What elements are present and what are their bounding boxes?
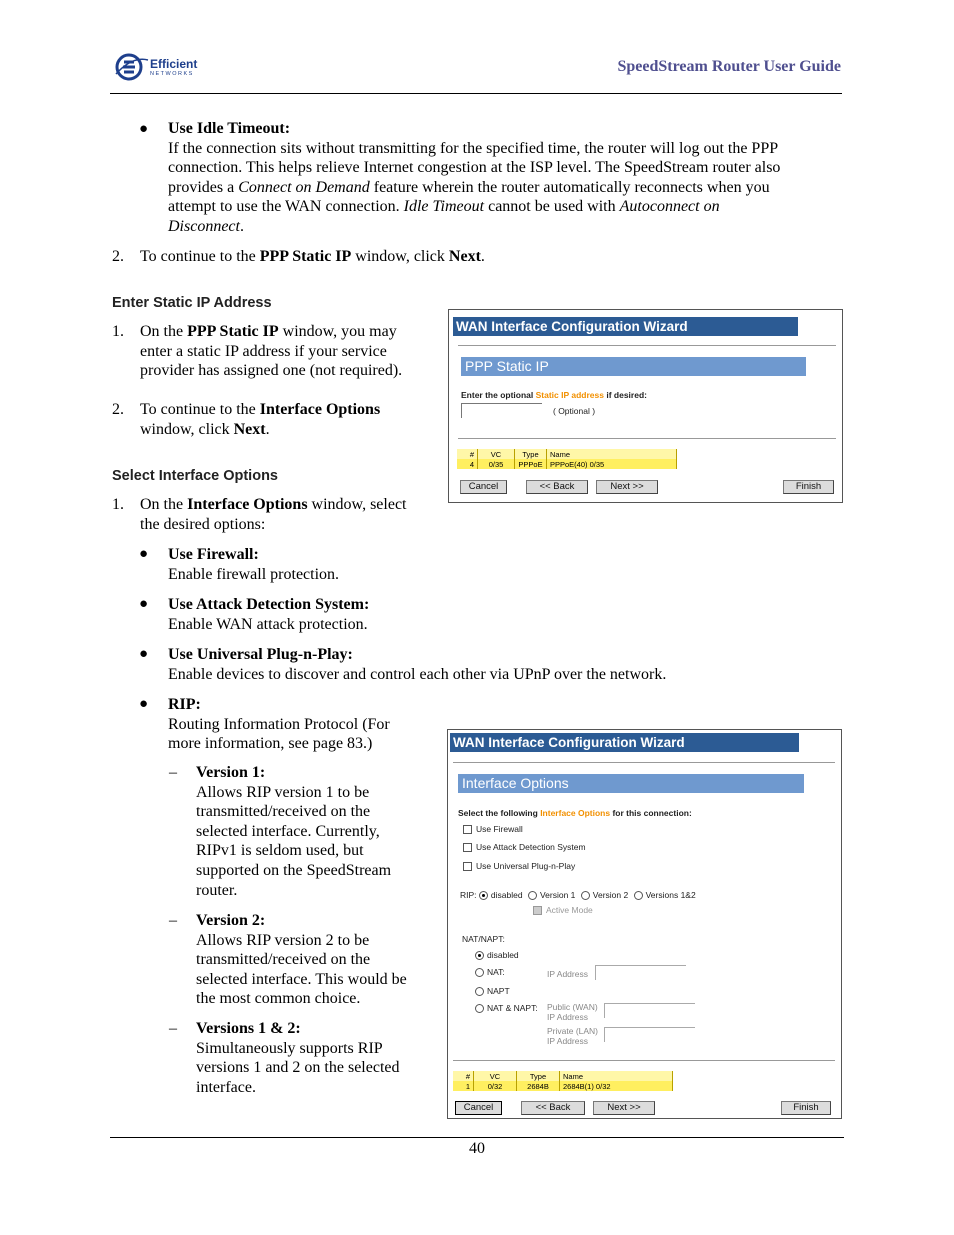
firewall-checkbox[interactable]: Use Firewall (463, 824, 523, 834)
radio-nat-napt[interactable]: NAT & NAPT: (475, 1003, 538, 1013)
radio-icon[interactable] (475, 968, 484, 977)
radio-napt[interactable]: NAPT (475, 986, 510, 996)
rip-versions-1-2: Versions 1 & 2: Simultaneously supports RIP versions 1 and 2 on the selected interface. (196, 1020, 400, 1096)
next-button[interactable]: Next >> (596, 480, 658, 494)
nat-ip-label: IP Address (547, 969, 588, 979)
table-row[interactable]: 1 0/32 2684B 2684B(1) 0/32 (453, 1081, 673, 1091)
checkbox-icon[interactable] (463, 843, 472, 852)
step-text: On the Interface Options window, select the desired options: (140, 496, 407, 533)
static-ip-input[interactable] (461, 403, 542, 418)
rip-bullet: RIP: Routing Information Protocol (For more information, see page 83.) (168, 696, 390, 753)
bullet-icon: ● (139, 596, 149, 612)
private-lan-label: Private (LAN) IP Address (547, 1026, 599, 1046)
step-text: To continue to the PPP Static IP window, click Next. (140, 248, 485, 265)
dash-bullet: – (169, 1020, 177, 1037)
idle-timeout-bullet (168, 119, 848, 237)
dash-bullet: – (169, 912, 177, 929)
optional-label: ( Optional ) (553, 406, 596, 416)
public-ip-input[interactable] (604, 1003, 695, 1018)
rip-version-2: Version 2: Allows RIP version 2 to be transmitted/received on the selected interface. This would be the most common choice. (196, 912, 407, 1008)
firewall-bullet: Use Firewall: Enable firewall protection. (168, 546, 340, 583)
checkbox-icon[interactable] (463, 862, 472, 871)
page-number: 40 (469, 1140, 485, 1157)
text-line: If the connection sits without transmitting for the specified time, the router will log out the PPP (168, 139, 779, 157)
radio-nat-disabled[interactable]: disabled (475, 950, 519, 960)
section-heading: Enter Static IP Address (112, 295, 272, 311)
checkbox-icon[interactable] (533, 906, 542, 915)
step-number: 2. (112, 401, 124, 418)
finish-button[interactable]: Finish (781, 1101, 831, 1115)
dash-bullet: – (169, 764, 177, 781)
divider (453, 1060, 835, 1061)
header-title: SpeedStream Router User Guide (617, 58, 841, 75)
text-line: connection. This helps relieve Internet congestion at the ISP level. The SpeedStream router also (168, 159, 781, 177)
bullet-icon: ● (139, 696, 149, 712)
radio-rip-v12[interactable] (634, 891, 643, 900)
rip-label: RIP: (460, 890, 477, 900)
vc-table (457, 449, 677, 469)
divider (453, 762, 835, 763)
checkbox-icon[interactable] (463, 825, 472, 834)
vc-table (453, 1071, 673, 1091)
rip-version-1: Version 1: Allows RIP version 1 to be transmitted/received on the selected interface. Currently, RIPv1 is seldom used, but supported on the SpeedStream router. (196, 764, 392, 899)
radio-icon[interactable] (475, 987, 484, 996)
active-mode-checkbox[interactable]: Active Mode (533, 905, 593, 915)
attack-detection-bullet: Use Attack Detection System: Enable WAN attack protection. (168, 596, 370, 633)
back-button[interactable]: << Back (521, 1101, 585, 1115)
efficient-logo-icon (114, 52, 150, 82)
bullet-title: Use Idle Timeout: (168, 120, 291, 137)
section-heading: Select Interface Options (112, 468, 278, 484)
footer-rule (110, 1137, 844, 1138)
private-ip-input[interactable] (604, 1027, 695, 1042)
text-line: attempt to use the WAN connection. Idle Timeout cannot be used with Autoconnect on (168, 198, 720, 216)
step-number: 1. (112, 496, 124, 513)
panel-title: Interface Options (458, 774, 804, 793)
step-text: On the PPP Static IP window, you may enter a static IP address if your service provider has assigned one (not required). (140, 323, 403, 380)
logo-word: Efficient (150, 57, 198, 71)
public-wan-label: Public (WAN) IP Address (547, 1002, 598, 1022)
header-rule (110, 93, 842, 94)
radio-icon[interactable] (475, 1004, 484, 1013)
step-number: 1. (112, 323, 124, 340)
upnp-checkbox[interactable]: Use Universal Plug-n-Play (463, 861, 575, 871)
table-header-row: # VC Type Name (457, 449, 677, 459)
table-header-row: # VC Type Name (453, 1071, 673, 1081)
radio-rip-v2[interactable] (581, 891, 590, 900)
radio-rip-v1[interactable] (528, 891, 537, 900)
divider (458, 345, 836, 346)
ppp-static-ip-screenshot (448, 309, 843, 503)
radio-rip-disabled[interactable] (479, 891, 488, 900)
attack-detection-checkbox[interactable]: Use Attack Detection System (463, 842, 586, 852)
step-text: To continue to the Interface Options window, click Next. (140, 401, 381, 438)
wizard-title: WAN Interface Configuration Wizard (453, 317, 798, 336)
bullet-icon: ● (139, 646, 149, 662)
bullet-icon: ● (139, 546, 149, 562)
rip-options: RIP: disabled Version 1 Version 2 Versions 1&2 (460, 890, 696, 900)
text-line: provides a Connect on Demand feature wherein the router automatically reconnects when you (168, 178, 770, 196)
interface-options-screenshot (447, 729, 842, 1119)
next-button[interactable]: Next >> (593, 1101, 655, 1115)
radio-nat[interactable]: NAT: (475, 967, 505, 977)
static-ip-prompt: Enter the optional Static IP address if desired: (461, 390, 647, 400)
panel-title: PPP Static IP (461, 357, 806, 376)
table-row[interactable]: 4 0/35 PPPoE PPPoE(40) 0/35 (457, 459, 677, 469)
upnp-bullet: Use Universal Plug-n-Play: Enable devices to discover and control each other via UPnP over the network. (168, 646, 667, 683)
wizard-title: WAN Interface Configuration Wizard (450, 733, 799, 752)
cancel-button[interactable]: Cancel (455, 1101, 502, 1115)
logo-sub: NETWORKS (150, 71, 194, 77)
logo (114, 52, 209, 82)
nat-ip-input[interactable] (595, 965, 686, 980)
cancel-button[interactable]: Cancel (460, 480, 507, 494)
options-prompt: Select the following Interface Options for this connection: (458, 808, 692, 818)
back-button[interactable]: << Back (526, 480, 588, 494)
step-number: 2. (112, 248, 124, 265)
nat-label: NAT/NAPT: (462, 934, 505, 944)
divider (458, 438, 836, 439)
radio-icon[interactable] (475, 951, 484, 960)
bullet-icon: ● (139, 121, 149, 137)
text-line: Disconnect. (168, 217, 244, 235)
finish-button[interactable]: Finish (783, 480, 834, 494)
